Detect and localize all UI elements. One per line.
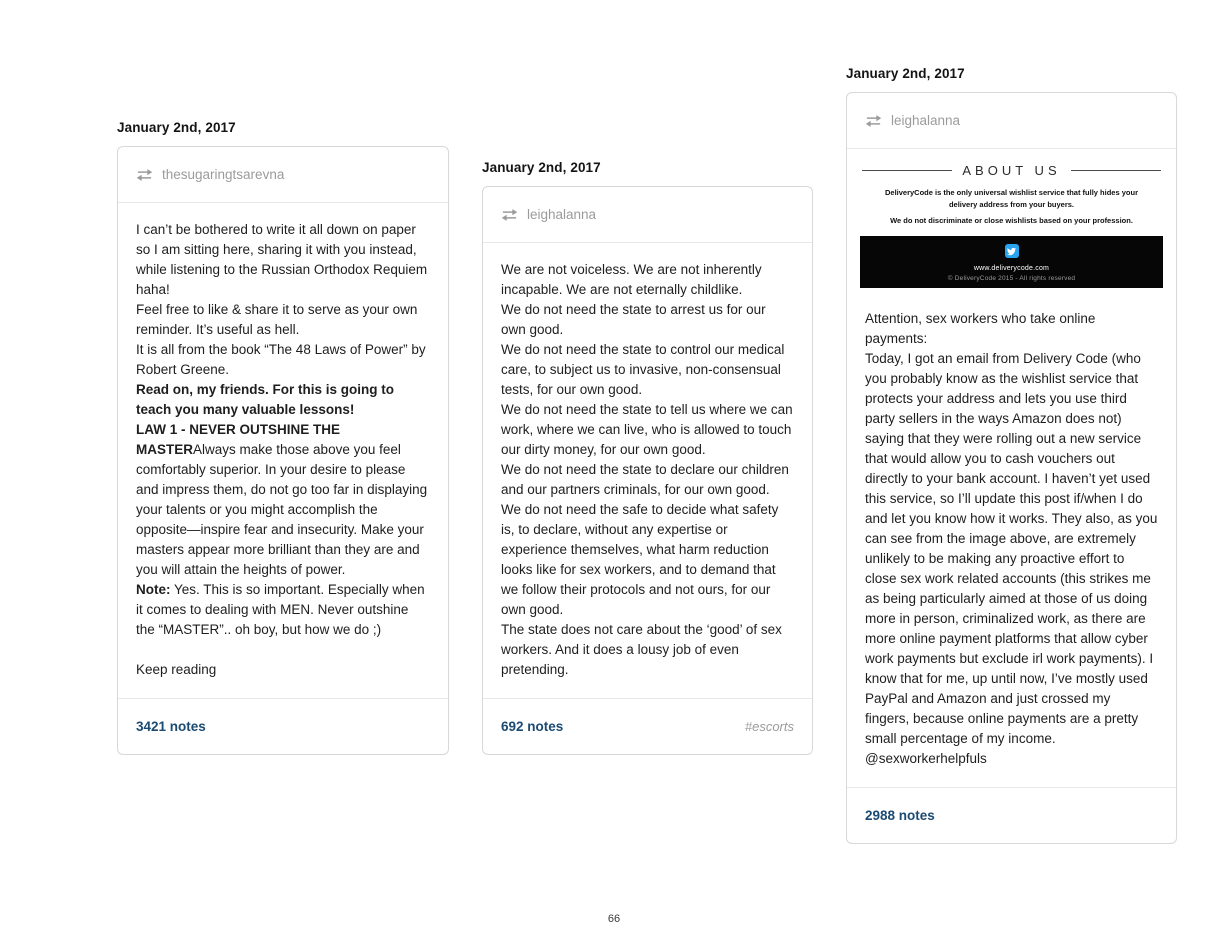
post-paragraph: It is all from the book “The 48 Laws of Power” by Robert Greene.: [136, 342, 426, 377]
post-paragraph: @sexworkerhelpfuls: [865, 750, 987, 766]
notes-count[interactable]: 3421 notes: [136, 719, 206, 734]
embed-url: www.deliverycode.com: [973, 264, 1050, 272]
embed-subtitle-2: We do not discriminate or close wishlists based on your profession.: [890, 216, 1133, 226]
post-column-3: [846, 66, 1177, 844]
post-footer: [118, 698, 448, 754]
post-header: [483, 187, 812, 243]
post-column-2: [482, 160, 813, 755]
embed-copyright: © DeliveryCode 2015 - All rights reserved: [947, 274, 1076, 282]
post-card: [846, 92, 1177, 844]
embed-banner: [860, 236, 1163, 288]
post-paragraph: We do not need the state to control our medical care, to subject us to invasive, non-consensual tests, for our own good.: [501, 342, 785, 397]
post-text: [865, 309, 1158, 769]
embedded-image: [847, 149, 1176, 292]
notes-count[interactable]: 692 notes: [501, 719, 564, 734]
post-footer: [483, 698, 812, 754]
post-paragraph: LAW 1 - NEVER OUTSHINE THE MASTERAlways make those above you feel comfortably superior. In your desire to please and impress them, do not go too far in displaying your talents or you might accomplish the opposite—inspire fear and insecurity. Make your masters appear more brilliant than they are and you will attain the heights of power.: [136, 422, 428, 577]
post-card: [482, 186, 813, 755]
post-paragraph: The state does not care about the ‘good’ of sex workers. And it does a lousy job of even pretending.: [501, 622, 782, 677]
post-paragraph: Read on, my friends. For this is going to teach you many valuable lessons!: [136, 382, 395, 417]
post-tag[interactable]: #escorts: [744, 719, 794, 734]
post-body: [118, 203, 448, 698]
post-paragraph: Feel free to like & share it to serve as your own reminder. It’s useful as hell.: [136, 302, 418, 337]
post-paragraph: Note: Yes. This is so important. Especially when it comes to dealing with MEN. Never outshine the “MASTER”.. oh boy, but how we do ;): [136, 582, 425, 637]
post-username[interactable]: leighalanna: [891, 113, 961, 128]
post-text: [501, 260, 794, 680]
decorative-line: [1071, 170, 1161, 171]
decorative-line: [862, 170, 952, 171]
post-username[interactable]: leighalanna: [527, 207, 597, 222]
post-paragraph: We do not need the safe to decide what safety is, to declare, without any expertise or experience themselves, what harm reduction looks like for sex workers, and to demand that we follow their protocols and not ours, for our own good.: [501, 502, 779, 617]
post-date: January 2nd, 2017: [846, 66, 965, 81]
post-paragraph: We do not need the state to arrest us for our own good.: [501, 302, 766, 337]
post-paragraph: We do not need the state to tell us where we can work, where we can live, who is allowed to touch our dirty money, for our own good.: [501, 402, 793, 457]
post-paragraph: Today, I got an email from Delivery Code (who you probably know as the wishlist service that protects your address and lets you use third party sellers in the ways Amazon does not) saying that they were rolling out a new service that would allow you to cash vouchers out directly to your bank account. I haven’t yet used this service, so I’ll update this post if/when I do and let you know how it works. They also, as you can see from the image above, are extremely unlikely to be making any proactive effort to close sex work related accounts (this strikes me as being particularly aimed at those of us doing more in person, criminalized work, as there are more online payment platforms that allow cyber work payments but exclude irl work payments). I know that for me, up until now, I’ve mostly used PayPal and Amazon and just crossed my fingers, because online payments are a pretty small percentage of my income.: [865, 350, 1158, 746]
post-paragraph: We do not need the state to declare our children and our partners criminals, for our own good.: [501, 462, 789, 497]
post-paragraph: We are not voiceless. We are not inherently incapable. We are not eternally childlike.: [501, 262, 762, 297]
reblog-icon: [501, 208, 518, 222]
reblog-icon: [865, 114, 882, 128]
post-paragraph: Attention, sex workers who take online payments:: [865, 310, 1096, 346]
keep-reading-link[interactable]: Keep reading: [136, 662, 217, 677]
post-paragraph: I can’t be bothered to write it all down on paper so I am sitting here, sharing it with you instead, while listening to the Russian Orthodox Requiem haha!: [136, 222, 428, 297]
post-username[interactable]: thesugaringtsarevna: [162, 167, 285, 182]
post-header: [118, 147, 448, 203]
post-date: January 2nd, 2017: [117, 120, 236, 135]
about-us-header: [860, 163, 1163, 178]
about-us-title: ABOUT US: [962, 163, 1061, 178]
post-header: [847, 93, 1176, 149]
reblog-icon: [136, 168, 153, 182]
embed-subtitle-1: DeliveryCode is the only universal wishlist service that fully hides your delivery address from your buyers.: [884, 188, 1138, 209]
post-body: [483, 243, 812, 698]
post-footer: [847, 787, 1176, 843]
page-number: 66: [607, 913, 621, 925]
notes-count[interactable]: 2988 notes: [865, 807, 935, 823]
post-date: January 2nd, 2017: [482, 160, 601, 175]
post-body: [847, 292, 1176, 787]
post-card: [117, 146, 449, 755]
post-column-1: [117, 120, 449, 755]
twitter-bird-icon: [1005, 244, 1019, 258]
post-text: [136, 220, 430, 640]
